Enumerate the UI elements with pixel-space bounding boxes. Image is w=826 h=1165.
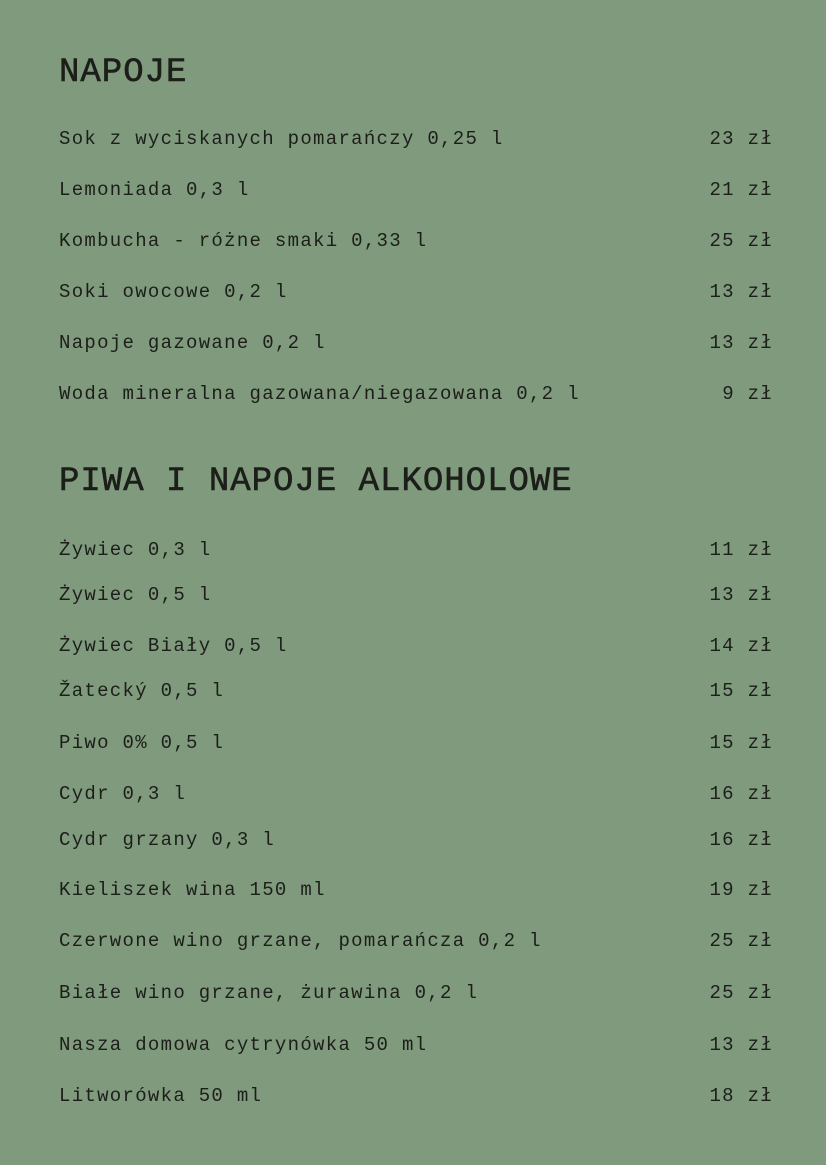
section-title-piwa: PIWA I NAPOJE ALKOHOLOWE — [59, 463, 573, 501]
item-name: Nasza domowa cytrynówka 50 ml — [59, 1034, 428, 1056]
menu-item — [59, 127, 773, 151]
item-price: 23 zł — [709, 128, 773, 150]
item-price: 13 zł — [709, 584, 773, 606]
item-price: 15 zł — [709, 680, 773, 702]
menu-item — [59, 1033, 773, 1057]
menu-item — [59, 178, 773, 202]
item-price: 9 zł — [722, 383, 773, 405]
item-price: 25 zł — [709, 982, 773, 1004]
item-price: 13 zł — [709, 332, 773, 354]
menu-item — [59, 280, 773, 304]
item-price: 25 zł — [709, 930, 773, 952]
item-price: 14 zł — [709, 635, 773, 657]
item-name: Żywiec 0,3 l — [59, 539, 212, 561]
menu-item — [59, 679, 773, 703]
item-price: 18 zł — [709, 1085, 773, 1107]
item-name: Woda mineralna gazowana/niegazowana 0,2 l — [59, 383, 580, 405]
item-price: 15 zł — [709, 732, 773, 754]
item-name: Napoje gazowane 0,2 l — [59, 332, 326, 354]
item-name: Litworówka 50 ml — [59, 1085, 263, 1107]
menu-item — [59, 634, 773, 658]
item-name: Czerwone wino grzane, pomarańcza 0,2 l — [59, 930, 542, 952]
item-price: 13 zł — [709, 1034, 773, 1056]
item-name: Lemoniada 0,3 l — [59, 179, 250, 201]
menu-item — [59, 929, 773, 953]
menu-item — [59, 583, 773, 607]
menu-item — [59, 731, 773, 755]
item-name: Cydr 0,3 l — [59, 783, 187, 805]
section-title-napoje: NAPOJE — [59, 54, 188, 92]
item-name: Żywiec Biały 0,5 l — [59, 635, 288, 657]
item-name: Kieliszek wina 150 ml — [59, 879, 326, 901]
item-price: 25 zł — [709, 230, 773, 252]
item-price: 13 zł — [709, 281, 773, 303]
item-price: 21 zł — [709, 179, 773, 201]
menu-item — [59, 538, 773, 562]
menu-item — [59, 382, 773, 406]
item-name: Žatecký 0,5 l — [59, 680, 225, 702]
menu-item — [59, 782, 773, 806]
item-price: 19 zł — [709, 879, 773, 901]
item-name: Żywiec 0,5 l — [59, 584, 212, 606]
item-name: Piwo 0% 0,5 l — [59, 732, 225, 754]
item-price: 16 zł — [709, 829, 773, 851]
item-name: Kombucha - różne smaki 0,33 l — [59, 230, 428, 252]
item-name: Cydr grzany 0,3 l — [59, 829, 275, 851]
menu-item — [59, 981, 773, 1005]
menu-item — [59, 828, 773, 852]
menu-item — [59, 1084, 773, 1108]
item-name: Soki owocowe 0,2 l — [59, 281, 288, 303]
menu-item — [59, 878, 773, 902]
item-price: 16 zł — [709, 783, 773, 805]
menu-item — [59, 331, 773, 355]
item-name: Sok z wyciskanych pomarańczy 0,25 l — [59, 128, 504, 150]
menu-item — [59, 229, 773, 253]
item-name: Białe wino grzane, żurawina 0,2 l — [59, 982, 479, 1004]
item-price: 11 zł — [709, 539, 773, 561]
